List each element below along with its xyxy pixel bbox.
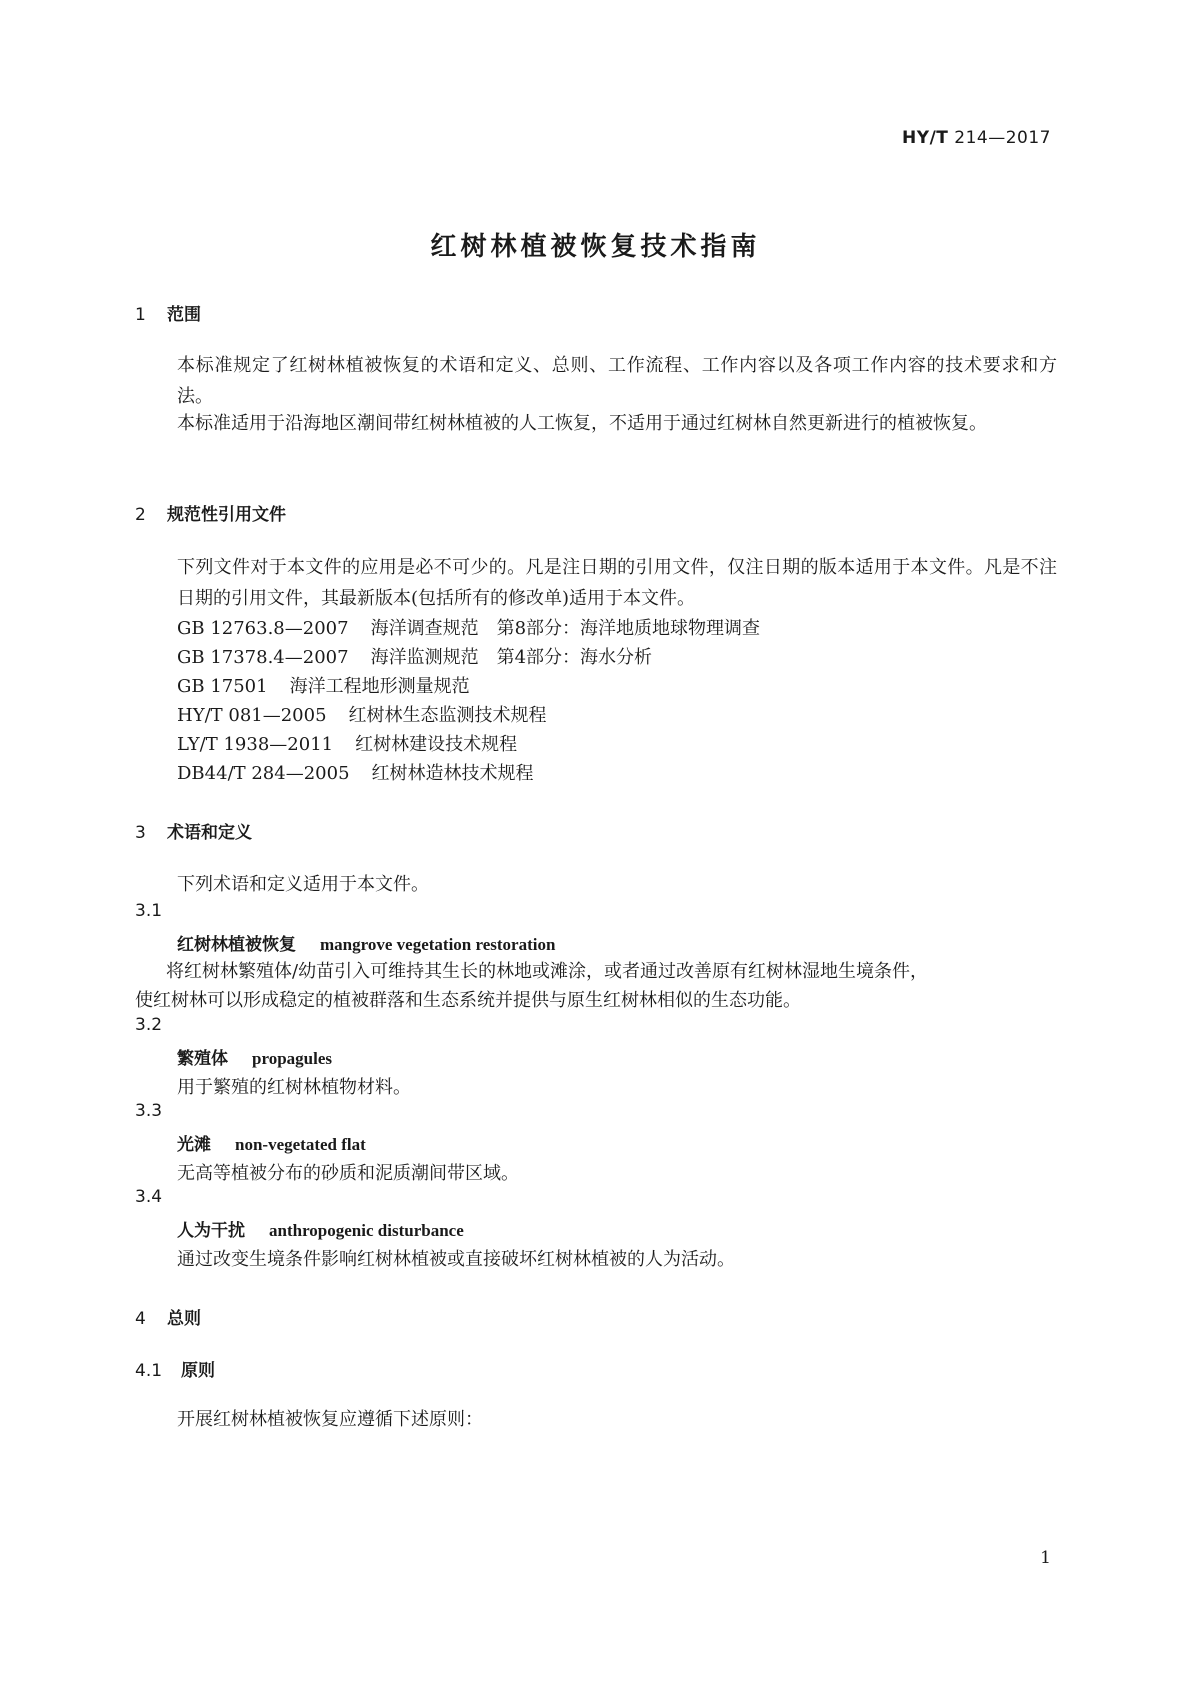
term-number: 3.1: [135, 901, 163, 921]
reference-item: DB44/T 284—2005 红树林造林技术规程: [177, 763, 534, 784]
term-definition: 无高等植被分布的砂质和泥质潮间带区域。: [177, 1163, 519, 1184]
term-definition: 用于繁殖的红树林植物材料。: [177, 1077, 411, 1098]
page-number: 1: [1040, 1548, 1051, 1568]
term-definition: 通过改变生境条件影响红树林植被或直接破坏红树林植被的人为活动。: [177, 1249, 735, 1270]
reference-item: HY/T 081—2005 红树林生态监测技术规程: [177, 705, 547, 726]
section-2-heading: 2 规范性引用文件: [135, 505, 286, 525]
subsection-4-1-heading: 4.1 原则: [135, 1361, 215, 1381]
reference-item: GB 17378.4—2007 海洋监测规范 第4部分：海水分析: [177, 647, 653, 668]
standard-number: HY/T 214—2017: [902, 128, 1051, 148]
section-3-intro: 下列术语和定义适用于本文件。: [177, 874, 429, 895]
section-1-paragraph-1: 本标准规定了红树林植被恢复的术语和定义、总则、工作流程、工作内容以及各项工作内容的技术要求和方法。: [177, 355, 1057, 407]
term-number: 3.4: [135, 1187, 163, 1207]
section-1-paragraph-2: 本标准适用于沿海地区潮间带红树林植被的人工恢复，不适用于通过红树林自然更新进行的植被恢复。: [177, 413, 987, 434]
term-number: 3.3: [135, 1101, 163, 1121]
section-4-1-text: 开展红树林植被恢复应遵循下述原则：: [177, 1409, 483, 1430]
term-definition: 将红树林繁殖体/幼苗引入可维持其生长的林地或滩涂，或者通过改善原有红树林湿地生境条件，: [166, 961, 929, 982]
term-number: 3.2: [135, 1015, 163, 1035]
term-definition: 使红树林可以形成稳定的植被群落和生态系统并提供与原生红树林相似的生态功能。: [135, 990, 801, 1011]
term-heading: 繁殖体 propagules: [177, 1049, 332, 1069]
reference-item: LY/T 1938—2011 红树林建设技术规程: [177, 734, 518, 755]
reference-item: GB 12763.8—2007 海洋调查规范 第8部分：海洋地质地球物理调查: [177, 618, 761, 639]
term-heading: 红树林植被恢复 mangrove vegetation restoration: [177, 935, 556, 955]
section-3-heading: 3 术语和定义: [135, 823, 252, 843]
section-4-heading: 4 总则: [135, 1309, 201, 1329]
term-heading: 光滩 non-vegetated flat: [177, 1135, 366, 1155]
document-title: 红树林植被恢复技术指南: [430, 232, 761, 262]
reference-item: GB 17501 海洋工程地形测量规范: [177, 676, 470, 697]
section-1-heading: 1 范围: [135, 305, 201, 325]
term-heading: 人为干扰 anthropogenic disturbance: [177, 1221, 464, 1241]
section-2-intro: 下列文件对于本文件的应用是必不可少的。凡是注日期的引用文件，仅注日期的版本适用于本文件。凡是不注日期的引用文件，其最新版本(包括所有的修改单)适用于本文件。: [177, 557, 1057, 609]
